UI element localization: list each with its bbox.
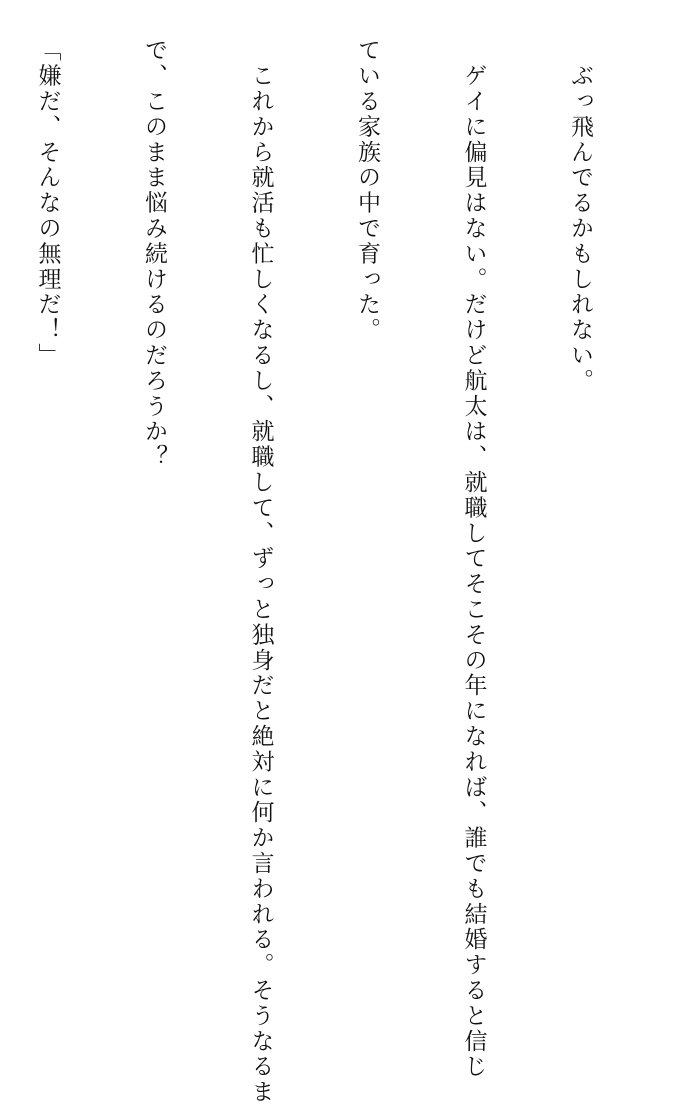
text-line: これから就活も忙しくなるし、就職して、ずっと独身だと絶対に何か言われる。そうなるま xyxy=(247,38,274,1105)
text-line: ゲイに偏見はない。だけど航太は、就職してそこその年になれば、誰でも結婚すると信じ xyxy=(460,38,487,1080)
body-text xyxy=(0,38,668,1105)
text-line: で、このまま悩み続けるのだろうか？ xyxy=(141,38,167,470)
text-line: ぶっ飛んでるかもしれない。 xyxy=(567,38,593,394)
text-line: 「嫌だ、そんなの無理だ！」 xyxy=(34,38,61,369)
text-line: ている家族の中で育った。 xyxy=(354,38,380,343)
